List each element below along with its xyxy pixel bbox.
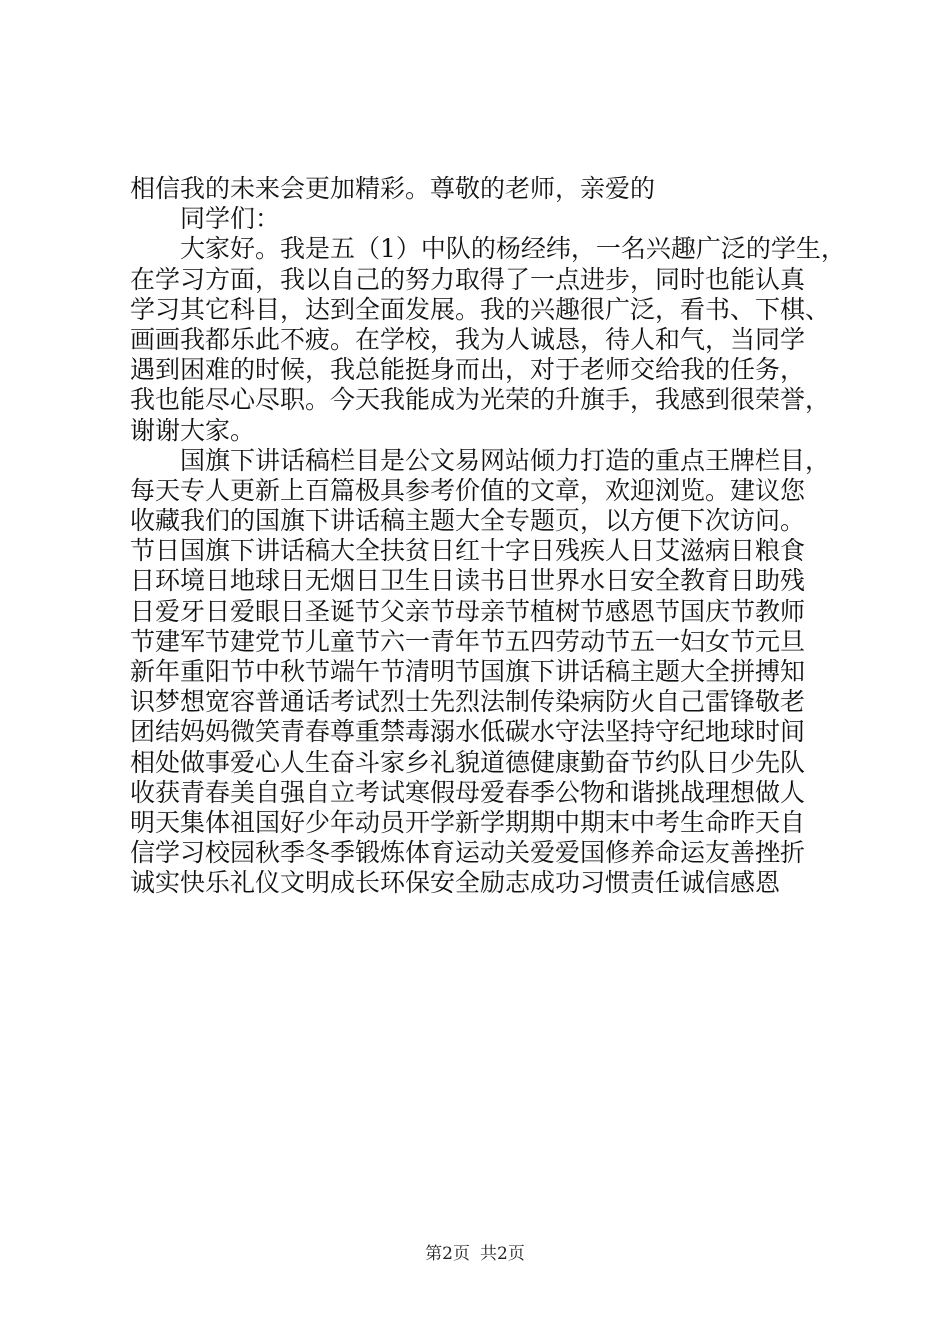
salutation-line: 同学们： — [180, 204, 281, 234]
page-total: 共2页 — [480, 1244, 525, 1264]
text-line: 节日国旗下讲话稿大全扶贫日红十字日残疾人日艾滋病日粮食 — [130, 536, 806, 566]
text-line: 大家好。我是五（1）中队的杨经纬，一名兴趣广泛的学生， — [180, 234, 846, 264]
text-line: 节建军节建党节儿童节六一青年节五四劳动节五一妇女节元旦 — [130, 626, 806, 656]
page-number: 第2页 — [425, 1244, 470, 1264]
text-line: 信学习校园秋季冬季锻炼体育运动关爱爱国修养命运友善挫折 — [130, 838, 806, 868]
text-line: 日环境日地球日无烟日卫生日读书日世界水日安全教育日助残 — [130, 566, 806, 596]
page-footer — [0, 1244, 950, 1264]
text-line: 收藏我们的国旗下讲话稿主题大全专题页，以方便下次访问。 — [130, 506, 806, 536]
text-line: 遇到困难的时候，我总能挺身而出，对于老师交给我的任务， — [130, 355, 806, 385]
text-line: 在学习方面，我以自己的努力取得了一点进步，同时也能认真 — [130, 264, 806, 294]
text-line: 谢谢大家。 — [130, 415, 256, 445]
text-line: 相信我的未来会更加精彩。尊敬的老师，亲爱的 — [130, 174, 656, 203]
document-body — [130, 174, 860, 899]
text-line: 新年重阳节中秋节端午节清明节国旗下讲话稿主题大全拼搏知 — [130, 657, 806, 686]
text-line: 明天集体祖国好少年动员开学新学期期中期末中考生命昨天自 — [130, 807, 806, 837]
text-line: 国旗下讲话稿栏目是公文易网站倾力打造的重点王牌栏目， — [180, 445, 831, 475]
text-line: 识梦想宽容普通话考试烈士先烈法制传染病防火自己雷锋敬老 — [130, 687, 806, 717]
text-line: 收获青春美自强自立考试寒假母爱春季公物和谐挑战理想做人 — [130, 777, 806, 807]
text-line: 每天专人更新上百篇极具参考价值的文章，欢迎浏览。建议您 — [130, 475, 806, 505]
text-line: 相处做事爱心人生奋斗家乡礼貌道德健康勤奋节约队日少先队 — [130, 747, 806, 777]
text-line: 诚实快乐礼仪文明成长环保安全励志成功习惯责任诚信感恩 — [130, 868, 781, 898]
text-line: 团结妈妈微笑青春尊重禁毒溺水低碳水守法坚持守纪地球时间 — [130, 717, 806, 747]
text-line: 我也能尽心尽职。今天我能成为光荣的升旗手，我感到很荣誉， — [130, 385, 831, 415]
text-line: 画画我都乐此不疲。在学校，我为人诚恳，待人和气，当同学 — [130, 324, 806, 354]
text-line: 学习其它科目，达到全面发展。我的兴趣很广泛，看书、下棋、 — [130, 294, 831, 324]
text-line: 日爱牙日爱眼日圣诞节父亲节母亲节植树节感恩节国庆节教师 — [130, 596, 806, 626]
